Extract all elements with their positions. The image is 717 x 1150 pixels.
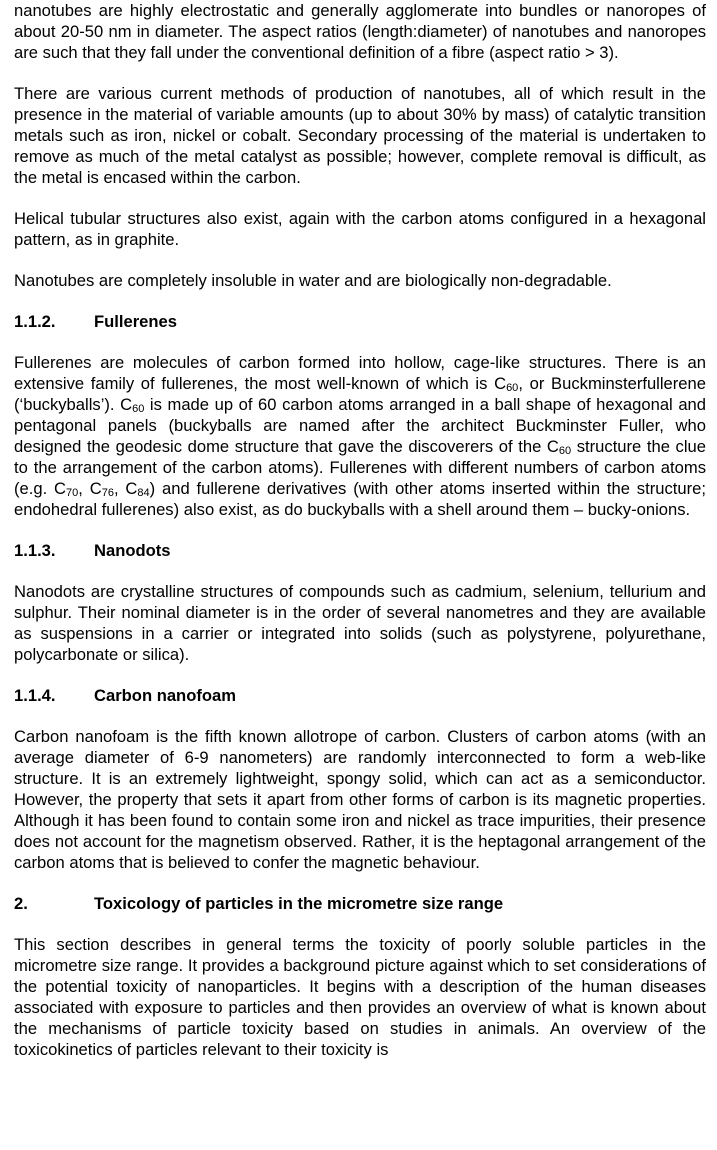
section-number: 1.1.2. [14,312,56,331]
section-heading-nanodots [14,540,706,561]
text-run: , C [113,479,138,498]
text-run: , or Buckminsterfullerene (‘buckyballs’). C [14,374,706,414]
subscript: 70 [66,487,79,499]
section-title: Carbon nanofoam [94,686,236,705]
section-number: 1.1.4. [14,686,56,705]
section-title: Toxicology of particles in the micrometre size range [94,894,504,913]
paragraph-nanodots: Nanodots are crystalline structures of compounds such as cadmium, selenium, tellurium and sulphur. Their nominal diameter is in the order of several nanometres and they are available as suspensions in a carrier or integrated into solids (such as polystyrene, polyurethane, polycarbonate or silica). [14,582,706,664]
text-run: Fullerenes are molecules of carbon formed into hollow, cage-like structures. There is an extensive family of fullerenes, the most well-known of which is C [14,353,706,393]
subscript: 60 [132,403,145,415]
paragraph-fullerenes [14,352,706,520]
paragraph-helical-structures: Helical tubular structures also exist, again with the carbon atoms configured in a hexagonal pattern, as in graphite. [14,209,706,249]
subscript: 60 [558,445,572,457]
paragraph-nanofoam: Carbon nanofoam is the fifth known allotrope of carbon. Clusters of carbon atoms (with an average diameter of 6-9 nanometers) are randomly interconnected to form a web-like structure. It is an extremely lightweight, spongy solid, which can act as a semiconductor. However, the property that sets it apart from other forms of carbon is its magnetic properties. Although it has been found to contain some iron and nickel as trace impurities, their presence does not account for the magnetism observed. Rather, it is the heptagonal arrangement of the carbon atoms that is believed to confer the magnetic behaviour. [14,727,706,872]
section-title: Fullerenes [94,312,178,331]
section-number: 1.1.3. [14,541,56,560]
text-run: structure the clue to the arrangement of the carbon atoms). Fullerenes with different numbers of carbon atoms (e.g. C [14,437,706,498]
subscript: 84 [137,487,150,499]
text-run: is made up of 60 carbon atoms arranged in a ball shape of hexagonal and pentagonal panels (buckyballs are named after the architect Buckminster Fuller, who designed the geodesic dome structure that gave the discoverers of the C [14,395,707,456]
subscript: 76 [101,487,114,499]
paragraph-nanotube-production: There are various current methods of production of nanotubes, all of which result in the presence in the material of variable amounts (up to about 30% by mass) of catalytic transition metals such as iron, nickel or cobalt. Secondary processing of the material is undertaken to remove as much of the metal catalyst as possible; however, complete removal is difficult, as the metal is encased within the carbon. [14,84,706,187]
paragraph-nanotubes-agglomerate: nanotubes are highly electrostatic and generally agglomerate into bundles or nanoropes of about 20-50 nm in diameter. The aspect ratios (length:diameter) of nanotubes and nanoropes are such that they fall under the conventional definition of a fibre (aspect ratio > 3). [14,1,706,62]
paragraph-toxicology: This section describes in general terms the toxicity of poorly soluble particles in the micrometre size range. It provides a background picture against which to set considerations of the potential toxicity of nanoparticles. It begins with a description of the human diseases associated with exposure to particles and then provides an overview of what is known about the mechanisms of particle toxicity based on studies in animals. An overview of the toxicokinetics of particles relevant to their toxicity is [14,935,706,1059]
section-number: 2. [14,894,28,913]
paragraph-nanotubes-insoluble: Nanotubes are completely insoluble in water and are biologically non-degradable. [14,271,612,290]
section-heading-nanofoam [14,685,706,706]
subscript: 60 [506,382,519,394]
text-run: ) and fullerene derivatives (with other atoms inserted within the structure; endohedral fullerenes) also exist, as do buckyballs with a shell around them – bucky-onions. [14,479,706,519]
text-run: , C [78,479,102,498]
section-heading-toxicology [14,893,706,914]
section-title: Nanodots [94,541,171,560]
section-heading-fullerenes [14,311,706,332]
